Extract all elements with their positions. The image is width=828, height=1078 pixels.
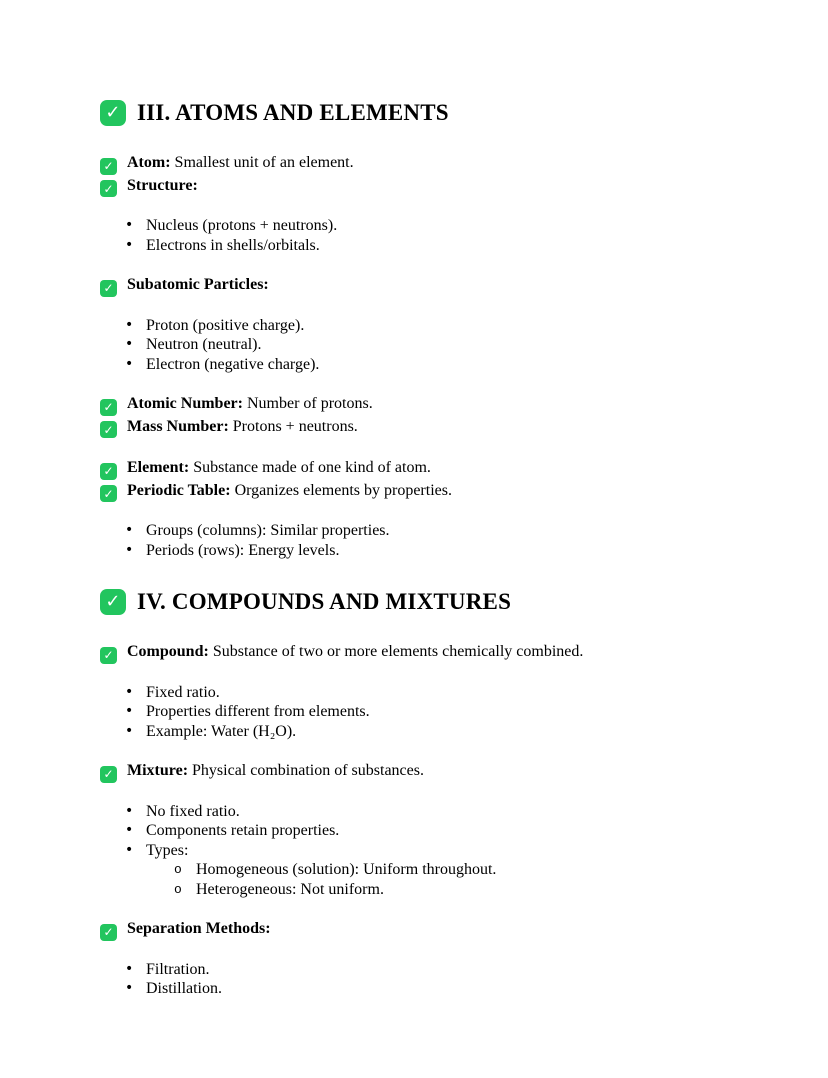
checkbox-checked-icon[interactable]: ✓ (100, 589, 126, 615)
checkbox-checked-icon[interactable]: ✓ (100, 463, 117, 480)
checklist-group (100, 641, 732, 664)
checkbox-checked-icon[interactable]: ✓ (100, 399, 117, 416)
checkbox-checked-icon[interactable]: ✓ (100, 180, 117, 197)
checklist-group (100, 760, 732, 783)
section-heading-atoms-elements (100, 98, 732, 128)
checkbox-checked-icon[interactable]: ✓ (100, 158, 117, 175)
checklist-group (100, 274, 732, 297)
separation-bullet-list (100, 960, 732, 999)
bullet-item (124, 355, 732, 375)
bullet-item (124, 802, 732, 822)
term-label: Structure: (127, 176, 198, 194)
bullet-item (124, 722, 732, 742)
bullet-item (124, 960, 732, 980)
bullet-text: Fixed ratio. (146, 683, 220, 701)
bullet-item (124, 702, 732, 722)
bullet-text: Groups (columns): Similar properties. (146, 522, 390, 539)
term-label: Periodic Table: (127, 481, 231, 499)
term-description: Organizes elements by properties. (234, 481, 452, 499)
bullet-text: Neutron (neutral). (146, 336, 262, 353)
subatomic-bullet-list (100, 316, 732, 375)
bullet-item (124, 541, 732, 561)
term-description: Substance of two or more elements chemically combined. (212, 643, 584, 660)
checklist-group (100, 457, 732, 502)
bullet-text: No fixed ratio. (146, 802, 240, 820)
structure-bullet-list (100, 216, 732, 255)
bullet-text: Electron (negative charge). (146, 355, 320, 373)
bullet-item (124, 979, 732, 999)
bullet-text: Types: (146, 841, 189, 859)
bullet-text: Example: Water (H₂O). (146, 722, 297, 740)
checkbox-checked-icon[interactable]: ✓ (100, 100, 126, 126)
section-heading-compounds-mixtures (100, 587, 732, 617)
bullet-item (124, 841, 732, 900)
term-label: Mass Number: (127, 417, 229, 435)
bullet-text: Components retain properties. (146, 822, 340, 839)
term-label: Subatomic Particles: (127, 276, 269, 293)
bullet-item (124, 216, 732, 236)
note-line-atomic-number (100, 393, 732, 416)
bullet-text: Proton (positive charge). (146, 316, 305, 334)
term-label: Atom: (127, 154, 171, 171)
bullet-text: Periods (rows): Energy levels. (146, 541, 340, 559)
checkbox-checked-icon[interactable]: ✓ (100, 485, 117, 502)
note-line-subatomic-particles (100, 274, 732, 297)
bullet-text: Distillation. (146, 980, 222, 997)
term-label: Atomic Number: (127, 395, 243, 412)
checkbox-checked-icon[interactable]: ✓ (100, 421, 117, 438)
checklist-group (100, 393, 732, 438)
note-line-mass-number (100, 416, 732, 439)
periodic-table-bullet-list (100, 521, 732, 560)
note-line-separation-methods (100, 918, 732, 941)
bullet-item (124, 236, 732, 256)
note-line-element (100, 457, 732, 480)
checkbox-checked-icon[interactable]: ✓ (100, 924, 117, 941)
note-line-periodic-table (100, 480, 732, 503)
bullet-item (124, 521, 732, 541)
bullet-item (124, 316, 732, 336)
sub-bullet-item (172, 880, 732, 900)
note-line-atom (100, 152, 732, 175)
note-line-mixture (100, 760, 732, 783)
term-label: Compound: (127, 643, 209, 660)
bullet-item (124, 683, 732, 703)
checkbox-checked-icon[interactable]: ✓ (100, 766, 117, 783)
section-title: III. ATOMS AND ELEMENTS (137, 100, 449, 125)
bullet-text: Properties different from elements. (146, 703, 370, 720)
checkbox-checked-icon[interactable]: ✓ (100, 647, 117, 664)
bullet-text: Filtration. (146, 960, 210, 978)
term-label: Mixture: (127, 762, 189, 779)
checkbox-checked-icon[interactable]: ✓ (100, 280, 117, 297)
term-description: Smallest unit of an element. (174, 154, 354, 171)
term-description: Number of protons. (246, 395, 373, 412)
checklist-group (100, 152, 732, 197)
bullet-text: Heterogeneous: Not uniform. (196, 880, 384, 898)
bullet-text: Homogeneous (solution): Uniform throughout. (196, 861, 497, 878)
mixture-bullet-list (100, 802, 732, 900)
note-line-structure (100, 175, 732, 198)
term-label: Element: (127, 459, 190, 476)
note-line-compound (100, 641, 732, 664)
term-description: Substance made of one kind of atom. (193, 459, 431, 476)
bullet-item (124, 335, 732, 355)
term-description: Protons + neutrons. (232, 417, 358, 435)
section-title: IV. COMPOUNDS AND MIXTURES (137, 589, 512, 614)
term-description: Physical combination of substances. (192, 762, 424, 779)
term-label: Separation Methods: (127, 920, 271, 937)
bullet-text: Nucleus (protons + neutrons). (146, 217, 338, 234)
bullet-item (124, 821, 732, 841)
checklist-group (100, 918, 732, 941)
sub-bullet-item (172, 860, 732, 880)
bullet-text: Electrons in shells/orbitals. (146, 236, 320, 254)
mixture-types-sublist (172, 860, 732, 899)
compound-bullet-list (100, 683, 732, 742)
